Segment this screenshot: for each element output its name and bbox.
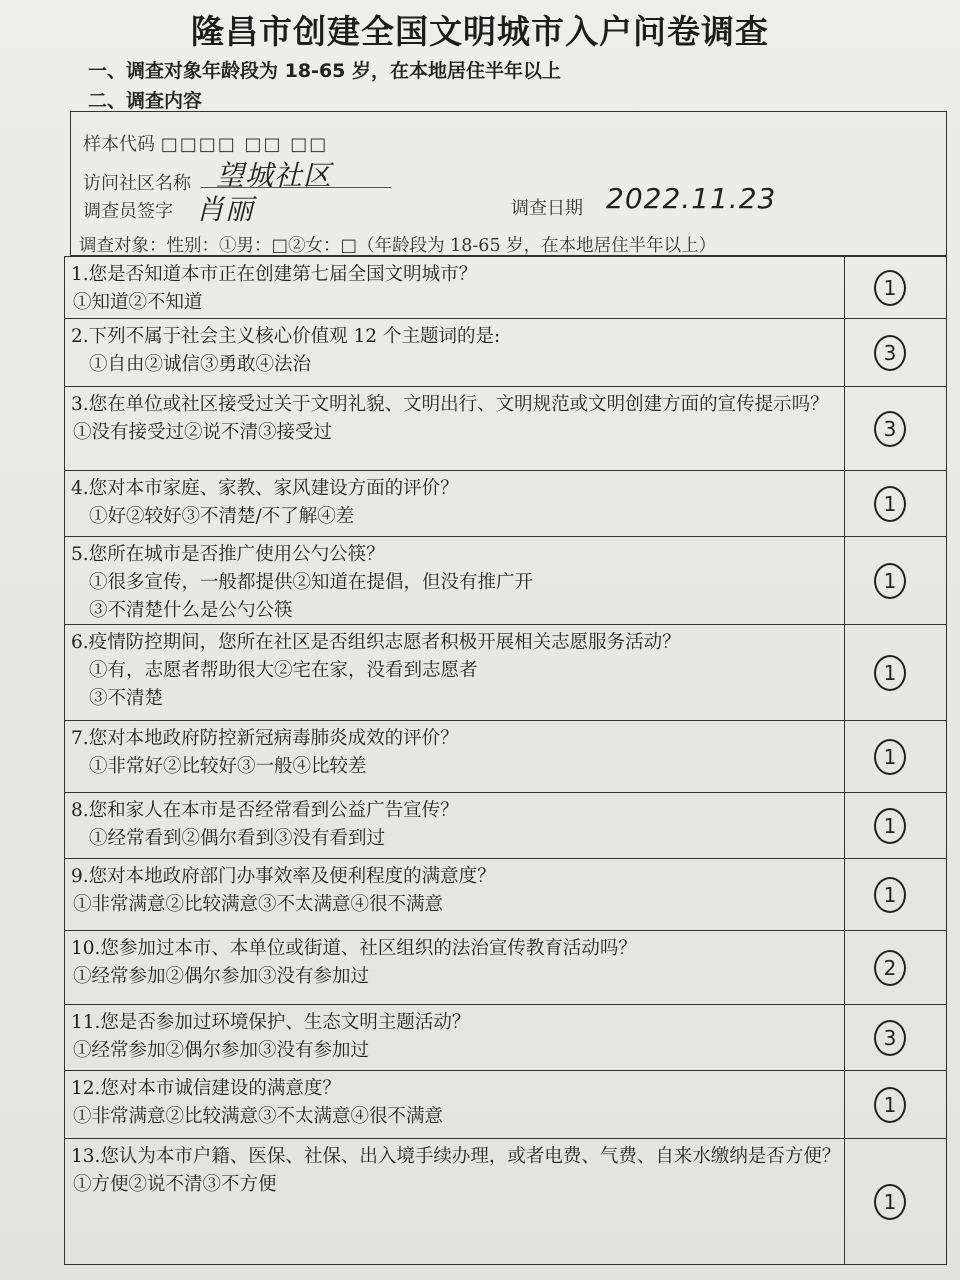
- answer-circled: 1: [874, 1184, 906, 1220]
- question-text-block: [65, 1005, 845, 1070]
- question-text: 1.您是否知道本市正在创建第七届全国文明城市？: [71, 264, 478, 285]
- question-options: ①非常满意②比较满意③不太满意④很不满意: [73, 894, 444, 915]
- question-options: ①经常参加②偶尔参加③没有参加过: [73, 966, 370, 987]
- question-options: ①非常好②比较好③一般④比较差: [89, 756, 367, 777]
- question-row: [64, 721, 947, 793]
- question-text: 12.您对本市诚信建设的满意度？: [71, 1078, 341, 1099]
- question-text: 10.您参加过本市、本单位或街道、社区组织的法治宣传教育活动吗？: [71, 938, 637, 959]
- question-text: 13.您认为本市户籍、医保、社保、出入境手续办理，或者电费、气费、自来水缴纳是否方便？: [71, 1146, 841, 1167]
- answer-circled: 1: [874, 270, 906, 306]
- question-text-block: [65, 537, 845, 624]
- answer-circled: 1: [874, 486, 906, 522]
- question-row: [64, 1139, 947, 1265]
- question-text: 6.疫情防控期间，您所在社区是否组织志愿者积极开展相关志愿服务活动？: [71, 632, 681, 653]
- answer-circled: 1: [874, 655, 906, 691]
- date-value: 2022.11.23: [606, 182, 777, 215]
- sample-code: [83, 130, 328, 156]
- question-text-block: [65, 793, 845, 858]
- question-text-block: [65, 1139, 845, 1264]
- question-text-block: [65, 931, 845, 1004]
- question-text-block: [65, 257, 845, 318]
- question-text-block: [65, 859, 845, 930]
- community-label: 访问社区名称: [83, 173, 191, 194]
- question-row: [64, 537, 947, 625]
- question-text: 9.您对本地政府部门办事效率及便利程度的满意度？: [71, 866, 496, 887]
- question-row: [64, 257, 947, 319]
- community-value: 望城社区: [216, 159, 333, 192]
- question-options: ①方便②说不清③不方便: [73, 1174, 277, 1195]
- question-options: ①非常满意②比较满意③不太满意④很不满意: [73, 1106, 444, 1127]
- question-options: ①好②较好③不清楚/不了解④差: [89, 506, 355, 527]
- answer-circled: 1: [874, 1087, 906, 1123]
- question-row: [64, 625, 947, 721]
- sample-code-label: 样本代码: [83, 134, 155, 155]
- question-options: ①自由②诚信③勇敢④法治: [89, 354, 312, 375]
- intro-line-2: 二、调查内容: [88, 90, 203, 112]
- question-text: 11.您是否参加过环境保护、生态文明主题活动？: [71, 1012, 471, 1033]
- question-text-block: [65, 471, 845, 536]
- question-text-block: [65, 625, 845, 720]
- question-text: 2.下列不属于社会主义核心价值观 12 个主题词的是:: [71, 326, 501, 347]
- intro-line-1: 一、调查对象年龄段为 18-65 岁，在本地居住半年以上: [88, 60, 561, 82]
- answer-circled: 1: [874, 563, 906, 599]
- question-text-block: [65, 721, 845, 792]
- answer-circled: 2: [874, 950, 906, 986]
- question-row: [64, 1005, 947, 1071]
- sample-code-boxes: □□□□ □□ □□: [160, 134, 329, 155]
- surveyor-label: 调查员签字: [83, 201, 173, 222]
- question-text-block: [65, 387, 845, 470]
- question-text: 3.您在单位或社区接受过关于文明礼貌、文明出行、文明规范或文明创建方面的宣传提示吗？: [71, 394, 829, 415]
- question-options: ①很多宣传，一般都提供②知道在提倡，但没有推广开: [89, 572, 534, 593]
- page-title: 隆昌市创建全国文明城市入户问卷调查: [191, 12, 769, 51]
- question-text: 4.您对本市家庭、家教、家风建设方面的评价？: [71, 478, 459, 499]
- question-text: 8.您和家人在本市是否经常看到公益广告宣传？: [71, 800, 459, 821]
- question-row: [64, 931, 947, 1005]
- question-row: [64, 859, 947, 931]
- question-text: 7.您对本地政府防控新冠病毒肺炎成效的评价？: [71, 728, 459, 749]
- question-options: ③不清楚什么是公勺公筷: [89, 600, 293, 621]
- answer-circled: 1: [874, 877, 906, 913]
- question-text: 5.您所在城市是否推广使用公勺公筷？: [71, 544, 385, 565]
- question-row: [64, 793, 947, 859]
- answer-circled: 3: [874, 411, 906, 447]
- question-text-block: [65, 1071, 845, 1138]
- answer-circled: 3: [874, 335, 906, 371]
- question-options: ①没有接受过②说不清③接受过: [73, 422, 333, 443]
- question-options: ③不清楚: [89, 688, 164, 709]
- question-row: [64, 319, 947, 387]
- answer-circled: 3: [874, 1020, 906, 1056]
- answer-circled: 1: [874, 808, 906, 844]
- question-options: ①知道②不知道: [73, 292, 203, 313]
- subject-line: 调查对象：性别：①男：□②女：□（年龄段为 18-65 岁，在本地居住半年以上）: [79, 236, 717, 256]
- question-row: [64, 471, 947, 537]
- question-options: ①有，志愿者帮助很大②宅在家，没看到志愿者: [89, 660, 478, 681]
- question-row: [64, 1071, 947, 1139]
- answer-circled: 1: [874, 739, 906, 775]
- question-table: [64, 256, 947, 1265]
- question-options: ①经常看到②偶尔看到③没有看到过: [89, 828, 386, 849]
- respondent-info-box: [70, 111, 947, 256]
- question-options: ①经常参加②偶尔参加③没有参加过: [73, 1040, 370, 1061]
- question-row: [64, 387, 947, 471]
- question-text-block: [65, 319, 845, 386]
- surveyor-signature: 肖丽: [196, 193, 255, 226]
- date-label: 调查日期: [511, 198, 583, 219]
